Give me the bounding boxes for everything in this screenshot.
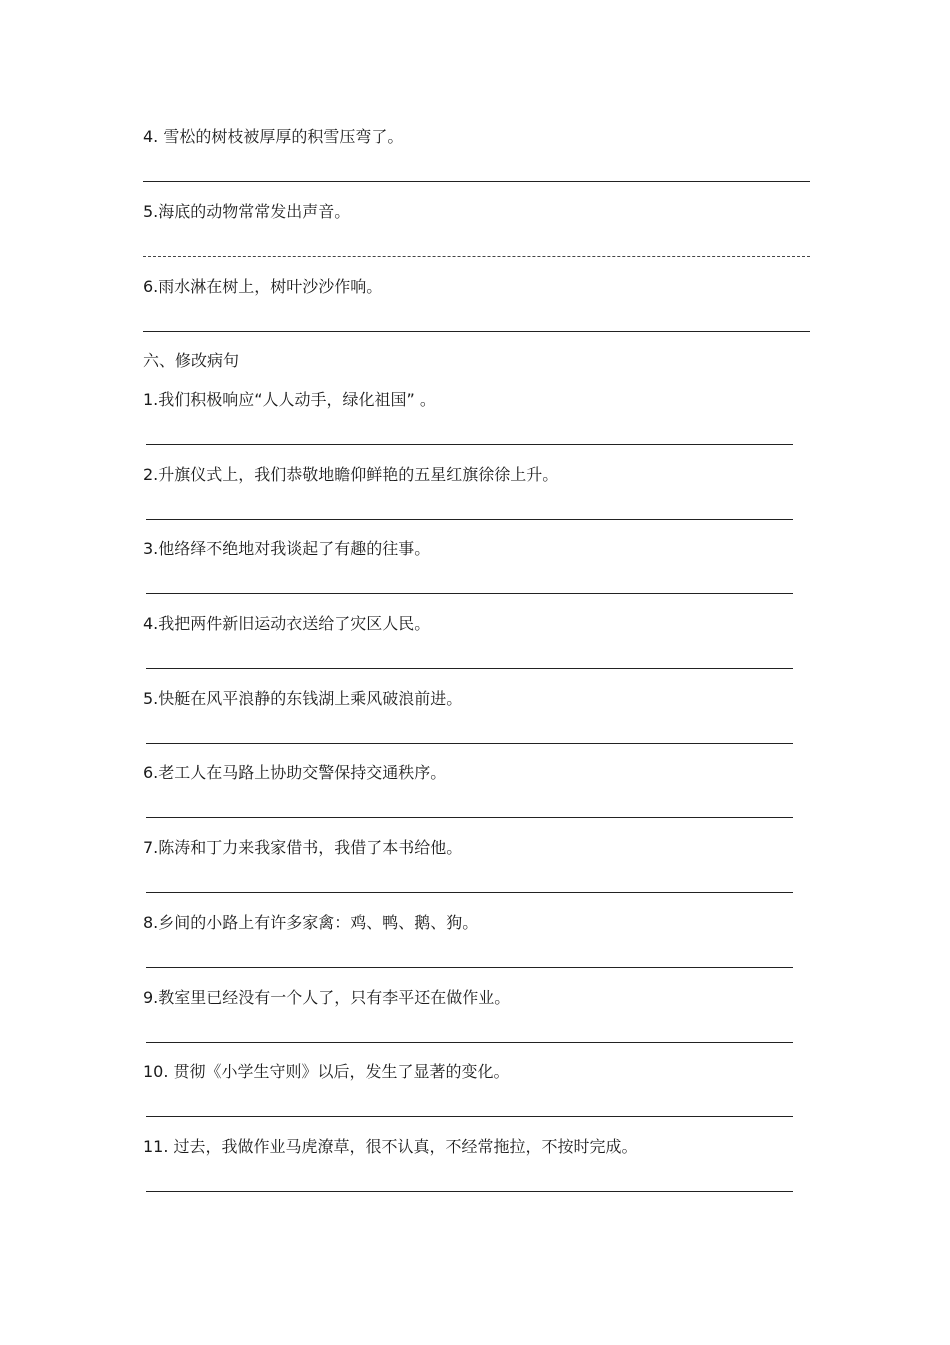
question-text: 4. 雪松的树枝被厚厚的积雪压弯了。 — [143, 127, 404, 146]
section-title: 六、修改病句 — [143, 351, 240, 370]
answer-line[interactable] — [143, 181, 810, 182]
question-text: 7.陈涛和丁力来我家借书，我借了本书给他。 — [143, 838, 463, 857]
question-text: 3.他络绎不绝地对我谈起了有趣的往事。 — [143, 539, 431, 558]
question-text: 6.雨水淋在树上，树叶沙沙作响。 — [143, 277, 383, 296]
answer-line[interactable] — [146, 519, 793, 520]
answer-line[interactable] — [146, 444, 793, 445]
answer-line[interactable] — [146, 967, 793, 968]
answer-line[interactable] — [146, 892, 793, 893]
answer-line[interactable] — [146, 593, 793, 594]
answer-line[interactable] — [146, 668, 793, 669]
question-text: 2.升旗仪式上，我们恭敬地瞻仰鲜艳的五星红旗徐徐上升。 — [143, 465, 559, 484]
question-text: 5.快艇在风平浪静的东钱湖上乘风破浪前进。 — [143, 689, 463, 708]
question-text: 4.我把两件新旧运动衣送给了灾区人民。 — [143, 614, 431, 633]
answer-line[interactable] — [146, 1191, 793, 1192]
question-text: 6.老工人在马路上协助交警保持交通秩序。 — [143, 763, 447, 782]
answer-line[interactable] — [146, 743, 793, 744]
question-text: 5.海底的动物常常发出声音。 — [143, 202, 351, 221]
answer-line[interactable] — [146, 817, 793, 818]
question-text: 9.教室里已经没有一个人了，只有李平还在做作业。 — [143, 988, 511, 1007]
answer-line[interactable] — [143, 256, 810, 257]
question-text: 10. 贯彻《小学生守则》以后，发生了显著的变化。 — [143, 1062, 510, 1081]
question-text: 8.乡间的小路上有许多家禽：鸡、鸭、鹅、狗。 — [143, 913, 479, 932]
answer-line[interactable] — [143, 331, 810, 332]
answer-line[interactable] — [146, 1116, 793, 1117]
question-text: 1.我们积极响应“人人动手，绿化祖国” 。 — [143, 390, 436, 409]
answer-line[interactable] — [146, 1042, 793, 1043]
question-text: 11. 过去，我做作业马虎潦草，很不认真，不经常拖拉，不按时完成。 — [143, 1137, 638, 1156]
